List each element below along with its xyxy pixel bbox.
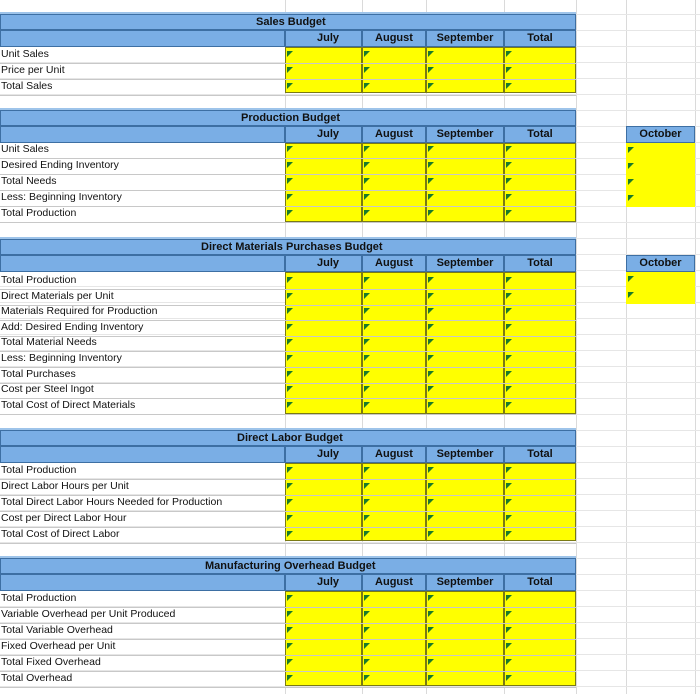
cell-note-icon: [287, 402, 293, 408]
row-label: Desired Ending Inventory: [1, 159, 119, 171]
row-label: Total Overhead: [1, 672, 73, 684]
row-label: Total Variable Overhead: [1, 624, 113, 636]
cell-note-icon: [428, 483, 434, 489]
input-cells-october[interactable]: [626, 143, 695, 207]
cell-note-icon: [364, 324, 370, 330]
cell-note-icon: [364, 402, 370, 408]
column-header-july: July: [285, 126, 362, 143]
cell-note-icon: [506, 611, 512, 617]
cell-note-icon: [364, 210, 370, 216]
cell-note-icon: [628, 195, 634, 201]
cell-note-icon: [506, 675, 512, 681]
cell-note-icon: [364, 595, 370, 601]
column-header-july: July: [285, 446, 362, 463]
row-divider: [0, 206, 576, 207]
input-cells-july[interactable]: [285, 143, 362, 222]
cell-note-icon: [364, 483, 370, 489]
input-cells-july[interactable]: [285, 463, 362, 541]
cell-note-icon: [287, 515, 293, 521]
row-label: Total Direct Labor Hours Needed for Production: [1, 496, 223, 508]
budget-title: Direct Labor Budget: [0, 430, 576, 446]
row-label: Total Needs: [1, 175, 57, 187]
cell-note-icon: [506, 67, 512, 73]
cell-note-icon: [506, 51, 512, 57]
cell-note-icon: [506, 531, 512, 537]
column-header-august: August: [362, 255, 426, 272]
column-header-september: September: [426, 574, 504, 591]
cell-note-icon: [428, 595, 434, 601]
cell-note-icon: [364, 293, 370, 299]
cell-note-icon: [628, 147, 634, 153]
column-header-total: Total: [504, 126, 576, 143]
header-blank: [0, 446, 285, 463]
cell-note-icon: [506, 467, 512, 473]
cell-note-icon: [506, 595, 512, 601]
column-header-total: Total: [504, 574, 576, 591]
input-cells-july[interactable]: [285, 47, 362, 93]
cell-note-icon: [506, 371, 512, 377]
input-cells-sep[interactable]: [426, 47, 504, 93]
column-header-october: October: [626, 255, 695, 272]
row-label: Total Production: [1, 274, 77, 286]
cell-note-icon: [287, 675, 293, 681]
cell-note-icon: [364, 659, 370, 665]
cell-note-icon: [287, 595, 293, 601]
cell-note-icon: [364, 51, 370, 57]
column-header-september: September: [426, 255, 504, 272]
column-header-september: September: [426, 126, 504, 143]
column-header-august: August: [362, 446, 426, 463]
input-cells-sep[interactable]: [426, 143, 504, 222]
cell-note-icon: [364, 308, 370, 314]
cell-note-icon: [428, 659, 434, 665]
header-blank: [0, 255, 285, 272]
row-label: Fixed Overhead per Unit: [1, 640, 116, 652]
cell-note-icon: [287, 210, 293, 216]
row-label: Total Production: [1, 207, 77, 219]
cell-note-icon: [506, 643, 512, 649]
cell-note-icon: [506, 210, 512, 216]
column-header-august: August: [362, 126, 426, 143]
input-cells-aug[interactable]: [362, 272, 426, 414]
cell-note-icon: [506, 178, 512, 184]
cell-note-icon: [287, 293, 293, 299]
cell-note-icon: [287, 371, 293, 377]
cell-note-icon: [628, 292, 634, 298]
cell-note-icon: [364, 146, 370, 152]
row-divider: [0, 671, 576, 672]
column-header-october: October: [626, 126, 695, 143]
cell-note-icon: [428, 371, 434, 377]
cell-note-icon: [428, 402, 434, 408]
cell-note-icon: [428, 611, 434, 617]
row-divider: [0, 95, 576, 96]
row-divider: [0, 174, 576, 175]
input-cells-sep[interactable]: [426, 272, 504, 414]
cell-note-icon: [428, 178, 434, 184]
cell-note-icon: [506, 83, 512, 89]
input-cells-aug[interactable]: [362, 47, 426, 93]
cell-note-icon: [428, 386, 434, 392]
cell-note-icon: [506, 308, 512, 314]
cell-note-icon: [287, 659, 293, 665]
cell-note-icon: [506, 146, 512, 152]
cell-note-icon: [506, 277, 512, 283]
cell-note-icon: [506, 627, 512, 633]
cell-note-icon: [287, 277, 293, 283]
row-label: Less: Beginning Inventory: [1, 352, 122, 364]
cell-note-icon: [364, 643, 370, 649]
cell-note-icon: [506, 402, 512, 408]
cell-note-icon: [364, 83, 370, 89]
cell-note-icon: [364, 515, 370, 521]
row-label: Total Material Needs: [1, 336, 97, 348]
row-divider: [0, 222, 576, 223]
row-divider: [0, 367, 576, 368]
cell-note-icon: [364, 467, 370, 473]
cell-note-icon: [428, 308, 434, 314]
cell-note-icon: [506, 355, 512, 361]
row-label: Less: Beginning Inventory: [1, 191, 122, 203]
input-cells-july[interactable]: [285, 272, 362, 414]
cell-note-icon: [287, 194, 293, 200]
cell-note-icon: [287, 611, 293, 617]
cell-note-icon: [287, 531, 293, 537]
cell-note-icon: [628, 179, 634, 185]
budget-title: Production Budget: [0, 110, 576, 126]
row-label: Price per Unit: [1, 64, 65, 76]
input-cells-tot[interactable]: [504, 463, 576, 541]
cell-note-icon: [364, 178, 370, 184]
input-cells-aug[interactable]: [362, 463, 426, 541]
cell-note-icon: [287, 67, 293, 73]
row-label: Total Cost of Direct Materials: [1, 399, 136, 411]
cell-note-icon: [506, 194, 512, 200]
cell-note-icon: [506, 499, 512, 505]
cell-note-icon: [287, 178, 293, 184]
budget-title: Manufacturing Overhead Budget: [0, 558, 576, 574]
row-label: Variable Overhead per Unit Produced: [1, 608, 176, 620]
cell-note-icon: [628, 163, 634, 169]
cell-note-icon: [506, 324, 512, 330]
row-label: Cost per Direct Labor Hour: [1, 512, 127, 524]
header-blank: [0, 126, 285, 143]
row-label: Total Production: [1, 464, 77, 476]
input-cells-tot[interactable]: [504, 143, 576, 222]
input-cells-aug[interactable]: [362, 143, 426, 222]
header-blank: [0, 574, 285, 591]
row-label: Materials Required for Production: [1, 305, 158, 317]
input-cells-october[interactable]: [626, 272, 695, 304]
row-label: Total Production: [1, 592, 77, 604]
row-label: Unit Sales: [1, 48, 49, 60]
column-header-total: Total: [504, 446, 576, 463]
cell-note-icon: [287, 386, 293, 392]
row-divider: [0, 687, 576, 688]
row-divider: [0, 63, 576, 64]
cell-note-icon: [364, 277, 370, 283]
cell-note-icon: [287, 51, 293, 57]
cell-note-icon: [506, 293, 512, 299]
column-header-july: July: [285, 574, 362, 591]
cell-note-icon: [364, 611, 370, 617]
cell-note-icon: [364, 162, 370, 168]
cell-note-icon: [506, 162, 512, 168]
cell-note-icon: [428, 194, 434, 200]
column-header-july: July: [285, 30, 362, 47]
row-divider: [0, 79, 576, 80]
cell-note-icon: [428, 162, 434, 168]
cell-note-icon: [628, 276, 634, 282]
row-label: Total Sales: [1, 80, 53, 92]
cell-note-icon: [364, 371, 370, 377]
cell-note-icon: [287, 146, 293, 152]
cell-note-icon: [428, 675, 434, 681]
cell-note-icon: [287, 308, 293, 314]
column-header-august: August: [362, 574, 426, 591]
cell-note-icon: [364, 339, 370, 345]
cell-note-icon: [428, 277, 434, 283]
cell-note-icon: [364, 499, 370, 505]
cell-note-icon: [287, 355, 293, 361]
cell-note-icon: [428, 146, 434, 152]
cell-note-icon: [506, 515, 512, 521]
cell-note-icon: [428, 293, 434, 299]
cell-note-icon: [364, 67, 370, 73]
row-label: Add: Desired Ending Inventory: [1, 321, 144, 333]
cell-note-icon: [287, 162, 293, 168]
column-header-total: Total: [504, 30, 576, 47]
cell-note-icon: [287, 499, 293, 505]
cell-note-icon: [287, 467, 293, 473]
row-divider: [0, 414, 576, 415]
cell-note-icon: [428, 83, 434, 89]
cell-note-icon: [364, 675, 370, 681]
cell-note-icon: [364, 531, 370, 537]
row-divider: [0, 543, 576, 544]
column-header-september: September: [426, 446, 504, 463]
cell-note-icon: [364, 386, 370, 392]
cell-note-icon: [428, 627, 434, 633]
column-header-august: August: [362, 30, 426, 47]
cell-note-icon: [287, 643, 293, 649]
cell-note-icon: [506, 386, 512, 392]
cell-note-icon: [506, 339, 512, 345]
cell-note-icon: [428, 67, 434, 73]
cell-note-icon: [364, 194, 370, 200]
budget-title: Direct Materials Purchases Budget: [0, 239, 576, 255]
cell-note-icon: [428, 355, 434, 361]
header-blank: [0, 30, 285, 47]
input-cells-tot[interactable]: [504, 47, 576, 93]
cell-note-icon: [364, 627, 370, 633]
cell-note-icon: [364, 355, 370, 361]
row-label: Direct Materials per Unit: [1, 290, 114, 302]
column-header-total: Total: [504, 255, 576, 272]
cell-note-icon: [428, 339, 434, 345]
cell-note-icon: [506, 659, 512, 665]
cell-note-icon: [287, 483, 293, 489]
cell-note-icon: [428, 515, 434, 521]
cell-note-icon: [428, 467, 434, 473]
row-label: Unit Sales: [1, 143, 49, 155]
row-label: Cost per Steel Ingot: [1, 383, 94, 395]
cell-note-icon: [428, 324, 434, 330]
cell-note-icon: [287, 627, 293, 633]
cell-note-icon: [428, 499, 434, 505]
cell-note-icon: [428, 643, 434, 649]
cell-note-icon: [428, 51, 434, 57]
budget-title: Sales Budget: [0, 14, 576, 30]
input-cells-tot[interactable]: [504, 272, 576, 414]
cell-note-icon: [428, 210, 434, 216]
cell-note-icon: [287, 83, 293, 89]
cell-note-icon: [506, 483, 512, 489]
row-label: Total Cost of Direct Labor: [1, 528, 120, 540]
column-header-july: July: [285, 255, 362, 272]
row-label: Direct Labor Hours per Unit: [1, 480, 129, 492]
cell-note-icon: [287, 339, 293, 345]
input-cells-sep[interactable]: [426, 463, 504, 541]
cell-note-icon: [287, 324, 293, 330]
row-label: Total Fixed Overhead: [1, 656, 101, 668]
row-label: Total Purchases: [1, 368, 76, 380]
column-header-september: September: [426, 30, 504, 47]
cell-note-icon: [428, 531, 434, 537]
